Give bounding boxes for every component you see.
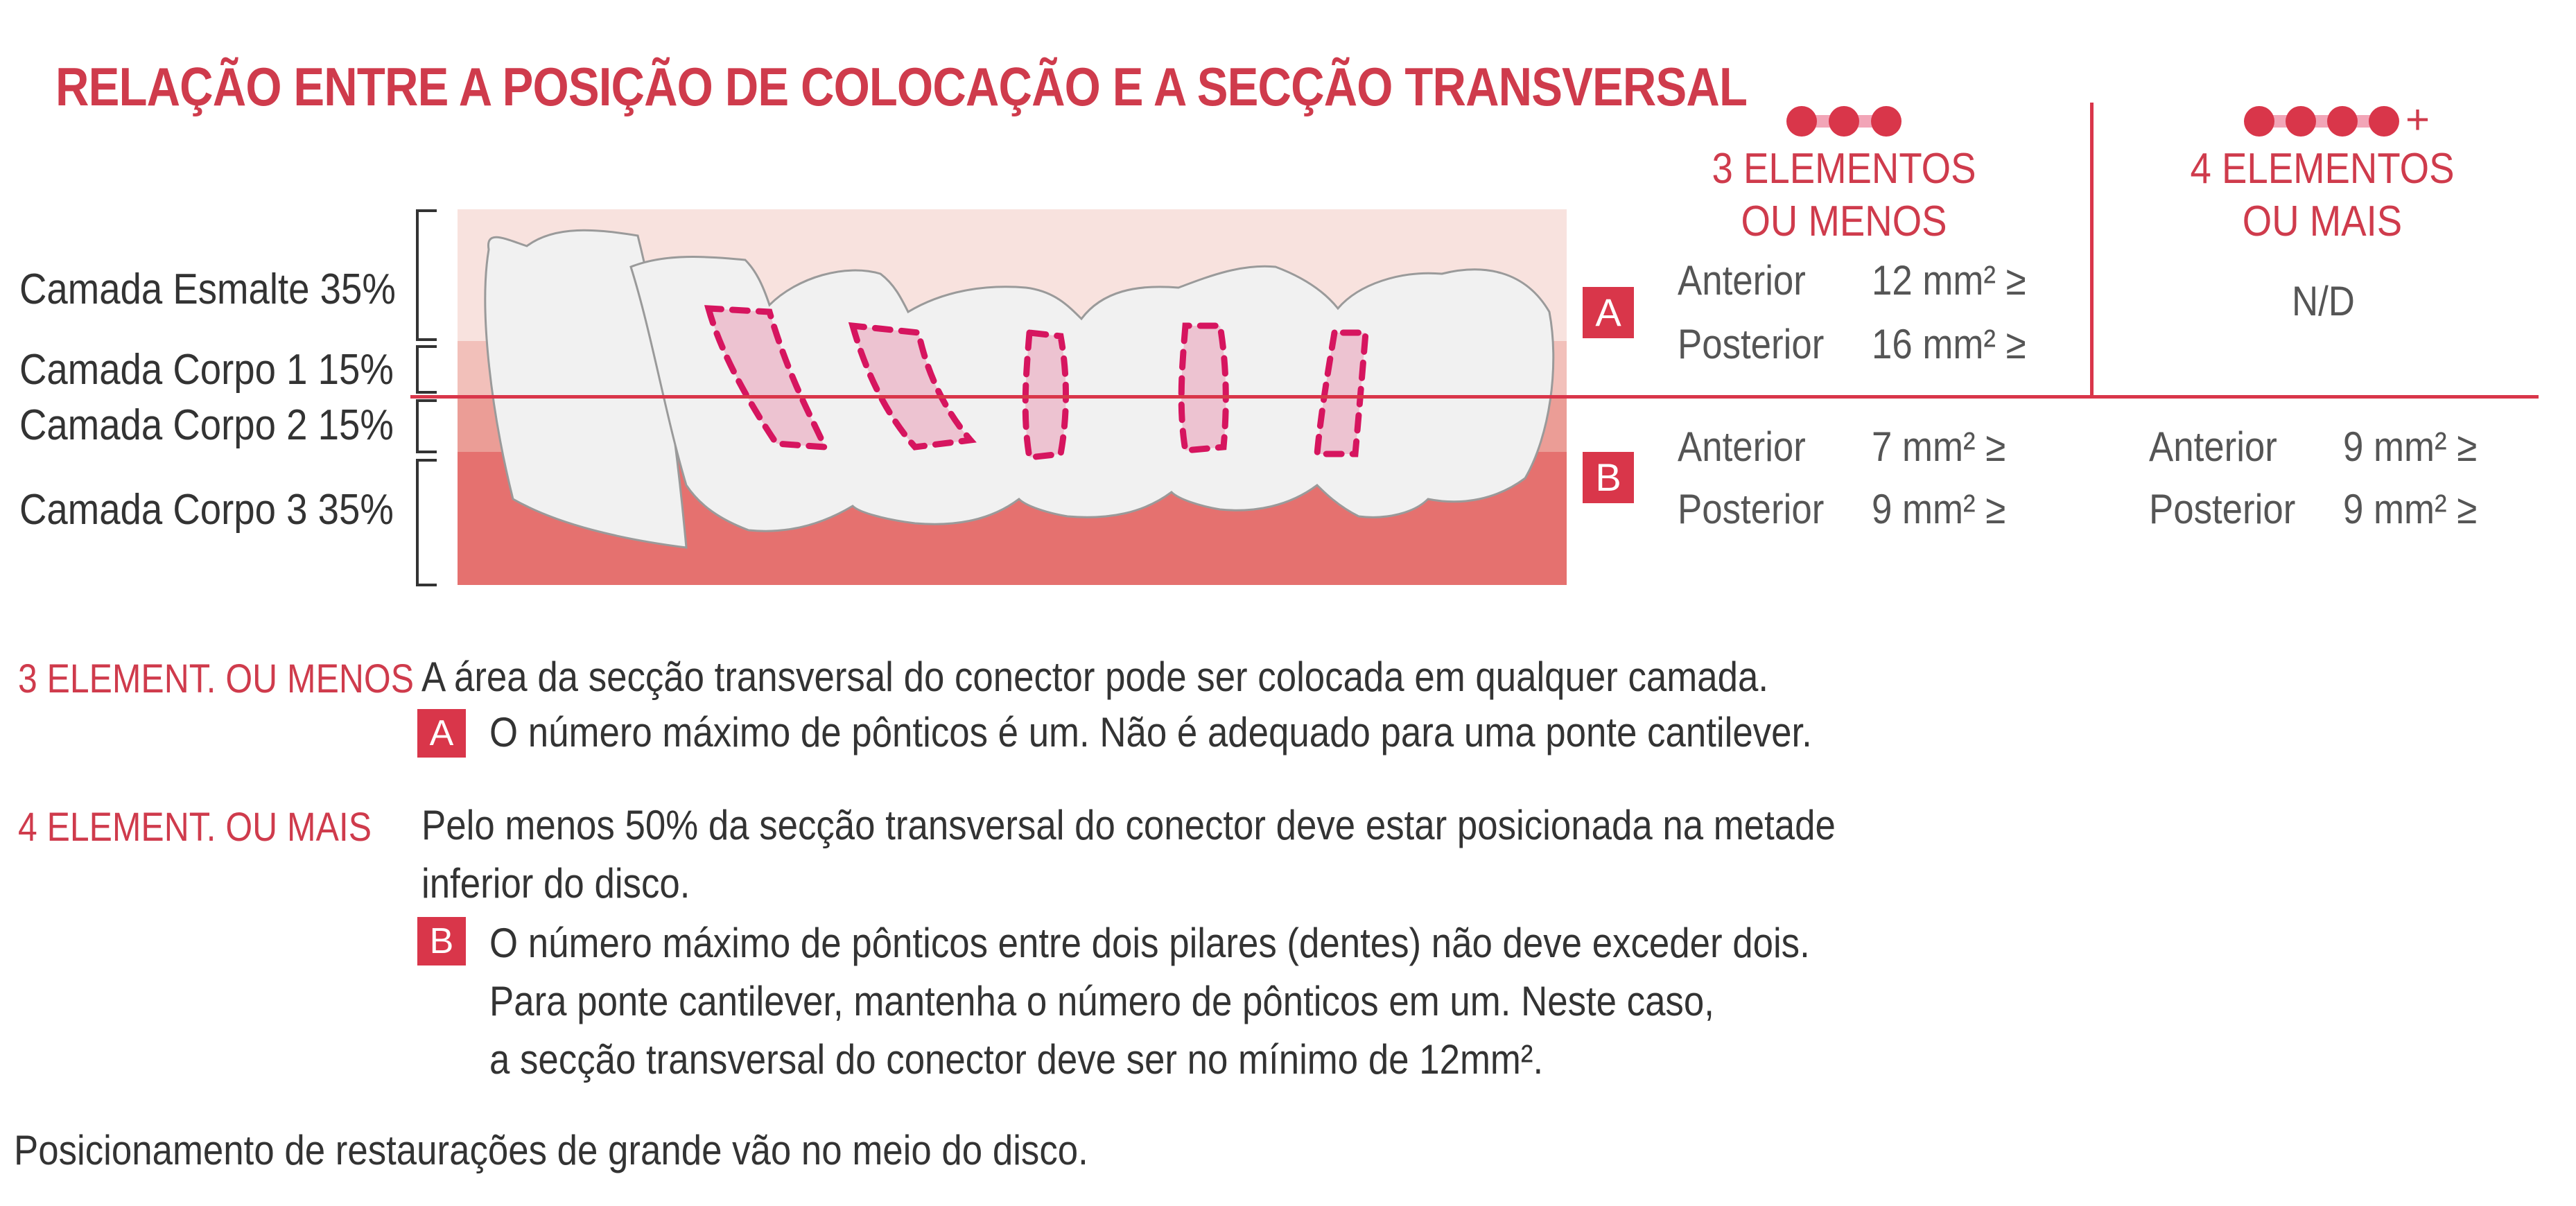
note-four-text-2: inferior do disco. bbox=[421, 860, 690, 907]
a-four-value: N/D bbox=[2292, 278, 2355, 324]
a-three-posterior-label: Posterior bbox=[1678, 321, 1825, 367]
note-three-a-text: O número máximo de pônticos é um. Não é adequado para uma ponte cantilever. bbox=[489, 709, 1812, 755]
mid-disc-line bbox=[410, 395, 2539, 399]
layer-brackets bbox=[409, 208, 444, 589]
layer-label-body1: Camada Corpo 1 15% bbox=[19, 346, 394, 394]
bracket-enamel bbox=[417, 211, 437, 340]
bracket-body3 bbox=[417, 460, 437, 585]
layer-label-enamel: Camada Esmalte 35% bbox=[19, 265, 396, 313]
note-four-b-text-3: a secção transversal do conector deve ser no mínimo de 12mm². bbox=[489, 1036, 1544, 1083]
bracket-body2 bbox=[417, 401, 437, 452]
column-four-header bbox=[2139, 143, 2505, 248]
column-three-line1: 3 ELEMENTOS bbox=[1712, 145, 1976, 193]
b-four-posterior-value: 9 mm² ≥ bbox=[2343, 486, 2478, 532]
a-three-anterior-value: 12 mm² ≥ bbox=[1872, 257, 2026, 304]
column-divider bbox=[2090, 103, 2094, 396]
page-title: RELAÇÃO ENTRE A POSIÇÃO DE COLOCAÇÃO E A SECÇÃO TRANSVERSAL bbox=[55, 56, 1748, 117]
footer-caption: Posicionamento de restaurações de grande vão no meio do disco. bbox=[14, 1127, 1088, 1173]
disc-layer-diagram bbox=[458, 208, 1574, 589]
three-units-icon bbox=[1785, 104, 1903, 139]
b-three-anterior-label: Anterior bbox=[1678, 423, 1806, 470]
b-three-posterior-value: 9 mm² ≥ bbox=[1872, 486, 2006, 532]
a-three-anterior-label: Anterior bbox=[1678, 257, 1806, 304]
column-four-line1: 4 ELEMENTOS bbox=[2190, 145, 2455, 193]
note-four-badge: B bbox=[417, 917, 466, 965]
four-units-icon bbox=[2243, 104, 2409, 139]
b-three-anterior-value: 7 mm² ≥ bbox=[1872, 423, 2006, 470]
note-four-b-text-2: Para ponte cantilever, mantenha o número de pônticos em um. Neste caso, bbox=[489, 978, 1714, 1024]
layer-label-body2: Camada Corpo 2 15% bbox=[19, 401, 394, 449]
connector-4 bbox=[1181, 326, 1226, 451]
column-four-line2: OU MAIS bbox=[2242, 198, 2403, 245]
b-four-anterior-label: Anterior bbox=[2149, 423, 2277, 470]
zone-b-badge: B bbox=[1583, 452, 1634, 503]
b-four-posterior-label: Posterior bbox=[2149, 486, 2296, 532]
bracket-body1 bbox=[417, 347, 437, 392]
note-three-badge: A bbox=[417, 709, 466, 758]
column-three-line2: OU MENOS bbox=[1741, 198, 1947, 245]
note-three-label: 3 ELEMENT. OU MENOS bbox=[18, 656, 414, 701]
layer-label-body3: Camada Corpo 3 35% bbox=[19, 486, 394, 534]
note-three-text: A área da secção transversal do conector pode ser colocada em qualquer camada. bbox=[421, 654, 1769, 700]
note-four-b-text-1: O número máximo de pônticos entre dois pilares (dentes) não deve exceder dois. bbox=[489, 920, 1810, 966]
b-four-anterior-value: 9 mm² ≥ bbox=[2343, 423, 2478, 470]
zone-a-badge: A bbox=[1583, 287, 1634, 338]
note-four-label: 4 ELEMENT. OU MAIS bbox=[18, 805, 372, 850]
column-three-header bbox=[1661, 143, 2027, 248]
note-four-text-1: Pelo menos 50% da secção transversal do conector deve estar posicionada na metade bbox=[421, 802, 1836, 848]
four-units-plus: + bbox=[2405, 96, 2430, 143]
a-three-posterior-value: 16 mm² ≥ bbox=[1872, 321, 2026, 367]
b-three-posterior-label: Posterior bbox=[1678, 486, 1825, 532]
